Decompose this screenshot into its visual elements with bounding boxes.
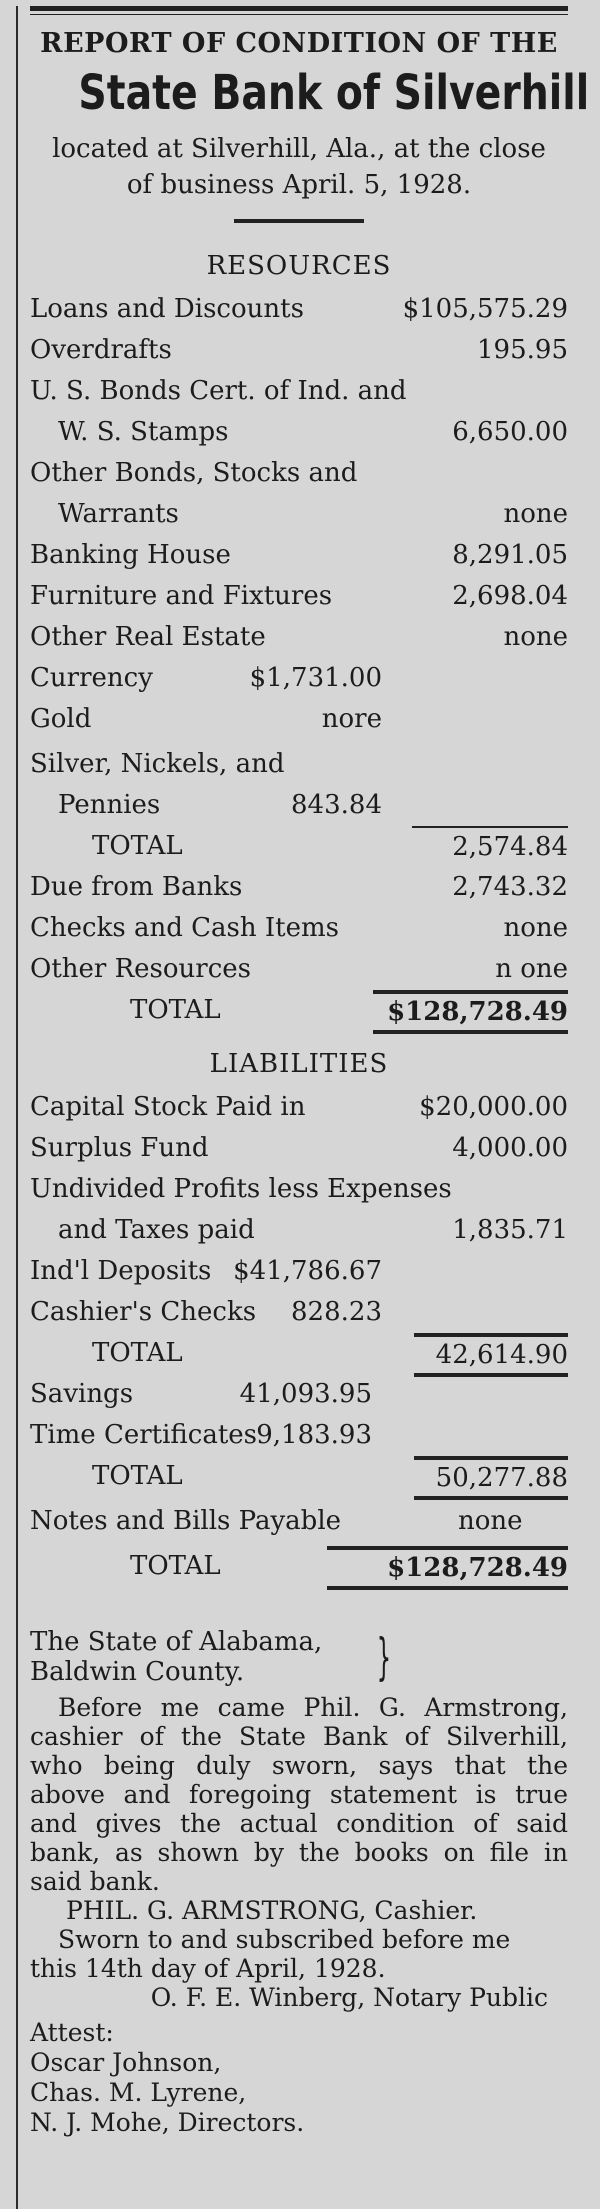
us-bonds-value: 6,650.00 (452, 417, 568, 447)
row-other-resources (30, 949, 568, 990)
other-resources-value: n one (495, 954, 568, 984)
sworn-line-1: Sworn to and subscribed before me (58, 1925, 511, 1954)
row-banking-house (30, 535, 568, 576)
us-bonds-label-2: W. S. Stamps (58, 417, 229, 447)
currency-value: $1,731.00 (249, 663, 382, 693)
notes-value: none (458, 1506, 523, 1536)
capital-value: $20,000.00 (419, 1092, 568, 1122)
row-real-estate (30, 617, 568, 658)
row-silver-1 (30, 744, 568, 785)
row-other-bonds-2 (30, 494, 568, 535)
deposits-total-value: 42,614.90 (414, 1333, 568, 1377)
deposits-label: Ind'l Deposits (30, 1256, 212, 1286)
undivided-label-1: Undivided Profits less Expenses (30, 1174, 452, 1204)
due-banks-value: 2,743.32 (452, 872, 568, 902)
row-deposits-total (30, 1333, 568, 1374)
row-furniture (30, 576, 568, 617)
location-line-2: of business April. 5, 1928. (126, 170, 472, 200)
time-label: Time Certificates (30, 1420, 258, 1450)
liabilities-total-value: $128,728.49 (327, 1546, 568, 1590)
row-overdrafts (30, 330, 568, 371)
row-undivided-2 (30, 1210, 568, 1251)
row-cash-total (30, 826, 568, 867)
cashiers-value: 828.23 (291, 1297, 382, 1327)
resources-heading: RESOURCES (206, 251, 392, 281)
other-resources-label: Other Resources (30, 954, 252, 984)
time-value: 9,183.93 (256, 1420, 372, 1450)
cashier-signature: PHIL. G. ARMSTRONG, Cashier. (66, 1896, 478, 1925)
row-currency (30, 658, 568, 699)
real-estate-value: none (503, 622, 568, 652)
surplus-value: 4,000.00 (452, 1133, 568, 1163)
gold-value: nore (321, 704, 382, 734)
overdrafts-label: Overdrafts (30, 335, 172, 365)
row-liabilities-total (30, 1546, 568, 1587)
due-banks-label: Due from Banks (30, 872, 243, 902)
row-deposits (30, 1251, 568, 1292)
row-surplus (30, 1128, 568, 1169)
cashiers-label: Cashier's Checks (30, 1297, 257, 1327)
undivided-value: 1,835.71 (452, 1215, 568, 1245)
cash-total-label: TOTAL (92, 831, 183, 861)
row-due-banks (30, 867, 568, 908)
us-bonds-label-1: U. S. Bonds Cert. of Ind. and (30, 376, 407, 406)
row-other-bonds-1 (30, 453, 568, 494)
currency-label: Currency (30, 663, 153, 693)
resources-total-label: TOTAL (130, 995, 221, 1025)
checks-value: none (503, 913, 568, 943)
row-cashiers (30, 1292, 568, 1333)
other-bonds-label-1: Other Bonds, Stocks and (30, 458, 358, 488)
other-bonds-label-2: Warrants (58, 499, 179, 529)
row-us-bonds-2 (30, 412, 568, 453)
bank-name: State Bank of Silverhill (78, 65, 590, 121)
row-notes (30, 1501, 568, 1542)
director-2: Chas. M. Lyrene, (30, 2078, 247, 2107)
sworn-line-2: this 14th day of April, 1928. (30, 1954, 386, 1983)
director-3: N. J. Mohe, Directors. (30, 2108, 305, 2137)
report-title: REPORT OF CONDITION OF THE (40, 28, 558, 59)
loans-value: $105,575.29 (402, 294, 568, 324)
savings-total-label: TOTAL (92, 1461, 183, 1491)
row-checks (30, 908, 568, 949)
notary-line: O. F. E. Winberg, Notary Public (150, 1983, 548, 2012)
top-rule-thick (30, 6, 568, 11)
state-line: The State of Alabama, (30, 1627, 323, 1657)
savings-total-value: 50,277.88 (414, 1456, 568, 1500)
row-us-bonds-1 (30, 371, 568, 412)
furniture-value: 2,698.04 (452, 581, 568, 611)
row-capital (30, 1087, 568, 1128)
silver-label-2: Pennies (58, 790, 161, 820)
deposits-total-label: TOTAL (92, 1338, 183, 1368)
notes-label: Notes and Bills Payable (30, 1506, 342, 1536)
liabilities-heading: LIABILITIES (209, 1049, 389, 1079)
row-resources-total (30, 990, 568, 1031)
row-gold (30, 699, 568, 740)
real-estate-label: Other Real Estate (30, 622, 266, 652)
checks-label: Checks and Cash Items (30, 913, 339, 943)
bank-report-clipping (16, 6, 590, 2209)
row-savings-total (30, 1456, 568, 1497)
top-rule-thin (30, 14, 568, 15)
attest-label: Attest: (30, 2018, 114, 2047)
other-bonds-value: none (503, 499, 568, 529)
loans-label: Loans and Discounts (30, 294, 304, 324)
row-savings (30, 1374, 568, 1415)
undivided-label-2: and Taxes paid (58, 1215, 255, 1245)
silver-value: 843.84 (291, 790, 382, 820)
venue-block (30, 1627, 568, 1687)
liabilities-total-label: TOTAL (130, 1551, 221, 1581)
row-time-certificates (30, 1415, 568, 1456)
header-divider (234, 219, 364, 223)
location-line-1: located at Silverhill, Ala., at the close (52, 134, 546, 164)
director-1: Oscar Johnson, (30, 2048, 222, 2077)
row-loans (30, 289, 568, 330)
resources-total-value: $128,728.49 (373, 990, 568, 1034)
savings-value: 41,093.95 (239, 1379, 372, 1409)
surplus-label: Surplus Fund (30, 1133, 209, 1163)
county-line: Baldwin County. (30, 1657, 245, 1687)
savings-label: Savings (30, 1379, 134, 1409)
capital-label: Capital Stock Paid in (30, 1092, 306, 1122)
row-undivided-1 (30, 1169, 568, 1210)
gold-label: Gold (30, 704, 92, 734)
deposits-value: $41,786.67 (233, 1256, 382, 1286)
affidavit-paragraph: Before me came Phil. G. Armstrong, cashier of the State Bank of Silverhill, who being duly sworn, says that the above and foregoing statement is true and gives the actual condition of said bank, as shown by the books on file in said bank. (30, 1693, 568, 1896)
overdrafts-value: 195.95 (477, 335, 568, 365)
banking-house-label: Banking House (30, 540, 231, 570)
banking-house-value: 8,291.05 (452, 540, 568, 570)
cash-total-value: 2,574.84 (412, 826, 568, 866)
silver-label-1: Silver, Nickels, and (30, 749, 285, 779)
row-silver-2 (30, 785, 568, 826)
venue-brace: } (376, 1628, 392, 1686)
furniture-label: Furniture and Fixtures (30, 581, 333, 611)
